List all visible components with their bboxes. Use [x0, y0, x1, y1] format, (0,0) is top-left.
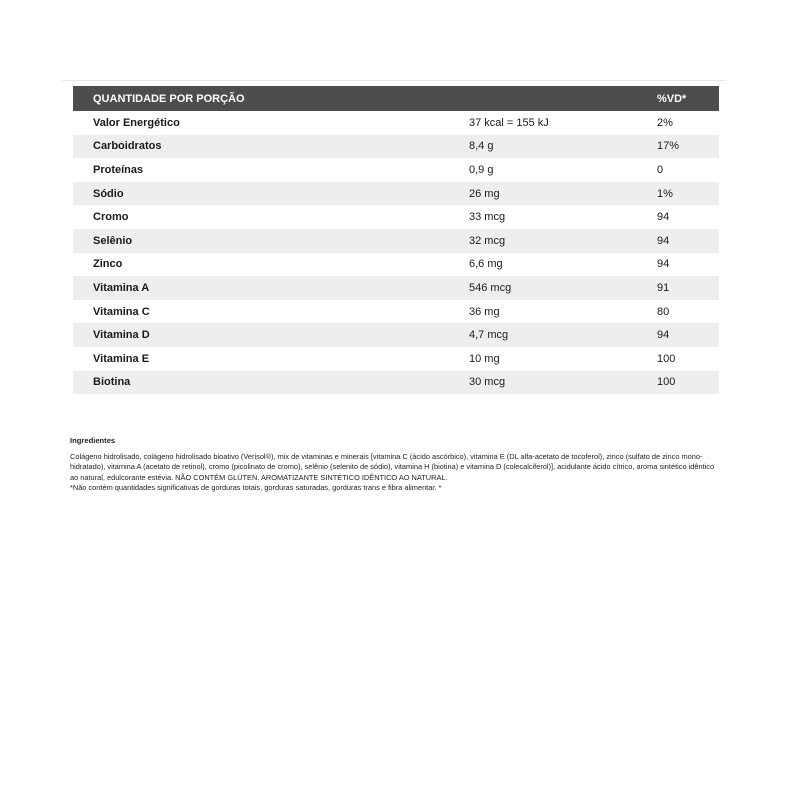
table-row: [73, 229, 719, 253]
nutrient-name: Selênio: [73, 229, 469, 253]
nutrient-amount: 26 mg: [469, 182, 657, 206]
table-row: [73, 347, 719, 371]
nutrient-amount: 32 mcg: [469, 229, 657, 253]
table-row: [73, 300, 719, 324]
nutrient-daily-value: 2%: [657, 116, 673, 129]
header-daily-value: %VD*: [657, 86, 719, 111]
nutrient-daily-value: 17%: [657, 135, 719, 159]
ingredients-title: Ingredientes: [70, 436, 116, 445]
table-row: [73, 371, 719, 395]
table-row: [73, 253, 719, 277]
nutrient-name: Zinco: [93, 258, 123, 271]
nutrient-daily-value: 94: [657, 323, 719, 347]
nutrient-name: Valor Energético: [93, 116, 180, 129]
nutrient-amount: 8,4 g: [469, 135, 657, 159]
nutrient-amount: 33 mcg: [469, 211, 506, 224]
nutrient-name: Vitamina C: [93, 305, 150, 318]
table-row: [73, 276, 719, 300]
nutrient-daily-value: 94: [657, 211, 670, 224]
table-row: [73, 111, 719, 135]
nutrient-amount: 37 kcal = 155 kJ: [469, 116, 549, 129]
nutrient-daily-value: 100: [657, 371, 719, 395]
nutrition-facts-table: [73, 86, 719, 394]
nutrient-amount: 10 mg: [469, 352, 500, 365]
ingredients-section: [70, 436, 720, 494]
nutrient-name: Vitamina A: [73, 276, 469, 300]
nutrient-daily-value: 80: [657, 305, 670, 318]
table-row: [73, 182, 719, 206]
nutrient-name: Sódio: [73, 182, 469, 206]
nutrient-daily-value: 91: [657, 276, 719, 300]
nutrient-daily-value: 94: [657, 229, 719, 253]
top-divider: [62, 80, 726, 81]
nutrient-amount: 546 mcg: [469, 276, 657, 300]
nutrient-amount: 30 mcg: [469, 371, 657, 395]
table-header-row: [73, 86, 719, 111]
nutrient-daily-value: 100: [657, 352, 676, 365]
table-row: [73, 135, 719, 159]
nutrient-name: Proteínas: [93, 163, 144, 176]
nutrient-daily-value: 94: [657, 258, 670, 271]
nutrient-daily-value: 0: [657, 163, 664, 176]
nutrient-daily-value: 1%: [657, 182, 719, 206]
nutrient-name: Vitamina E: [93, 352, 150, 365]
ingredients-footnote: *Não contém quantidades significativas de gorduras totais, gorduras saturadas, gorduras trans e fibra alimentar. *: [70, 483, 442, 493]
table-row: [73, 323, 719, 347]
nutrient-name: Biotina: [73, 371, 469, 395]
nutrient-amount: 6,6 mg: [469, 258, 503, 271]
table-row: [73, 158, 719, 182]
header-nutrient: QUANTIDADE POR PORÇÃO: [73, 86, 469, 111]
nutrient-name: Carboidratos: [73, 135, 469, 159]
nutrient-amount: 4,7 mcg: [469, 323, 657, 347]
nutrient-name: Cromo: [93, 211, 129, 224]
nutrient-name: Vitamina D: [73, 323, 469, 347]
nutrient-amount: 0,9 g: [469, 163, 494, 176]
ingredients-text: Colágeno hidrolisado, colágeno hidrolisado bioativo (Verisol®), mix de vitaminas e minerais [vitamina C (ácido ascórbico), vitamina E (DL alfa-acetato de tocoferol), zinco (sulfato de zinco mono-hidratado), vitamina A (acetato de retinol), cromo (picolinato de cromo), selênio (selenito de sódio), vitamina H (biotina) e vitamina D (colecalciferol)], acidulante ácido cítrico, aroma sintético idêntico ao natural, edulcorante estévia. NÃO CONTÉM GLÚTEN. AROMATIZANTE SINTÉTICO IDÊNTICO AO NATURAL.: [70, 451, 715, 482]
header-amount: [469, 86, 657, 111]
nutrient-amount: 36 mg: [469, 305, 500, 318]
table-body: [73, 111, 719, 394]
table-row: [73, 205, 719, 229]
